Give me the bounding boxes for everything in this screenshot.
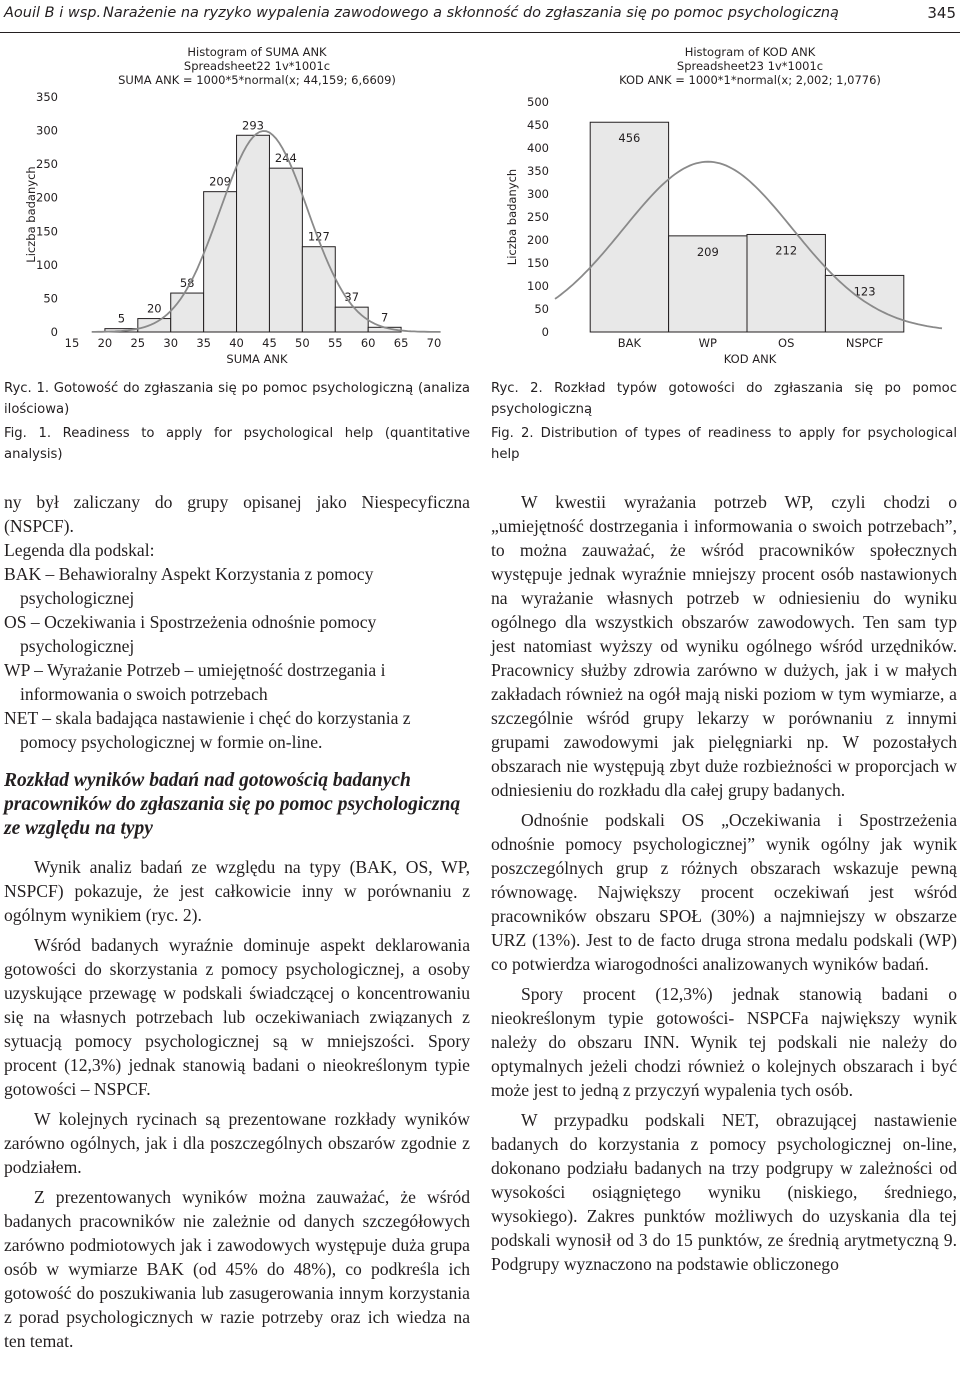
paragraph: W przypadku podskali NET, obrazującej nastawienie badanych do korzystania z pomocy psychologicznej on-line, dokonano podziału badanych na trzy podgrupy w zależności od wysokości osiągniętego wyniku (niskiego, średniego, wysokiego). Zakres punktów możliwych do uzyskania dla tej podskali wynosił od 3 do 15 punktów, ze średnią arytmetyczną 9. Podgrupy wyznaczono na podstawie obliczonego [491, 1110, 957, 1274]
paragraph: Z prezentowanych wyników można zauważać, że wśród badanych pracowników nie zależnie od danych szczegółowych zarówno podmiotowych jak i zawodowych występuje duża grupa osób w wymiarze BAK (od 45% do 48%), co podkreśla ich gotowość do poszukiwania lub zasugerowania innym korzystania z porad psychologicznych w razie potrzeby oraz ich wiedza na ten temat. [4, 1187, 470, 1351]
bar-value-label: 123 [853, 284, 876, 299]
y-tick-label: 450 [527, 118, 549, 132]
chart-histogram-suma-ank [0, 40, 470, 370]
histogram-bar [204, 192, 237, 332]
bar-value-label: 212 [775, 243, 798, 258]
paragraph: W kolejnych rycinach są prezentowane rozkłady wyników zarówno ogólnych, jak i dla poszczególnych obszarów zgodnie z podziałem. [4, 1109, 470, 1177]
x-axis-label: KOD ANK [723, 352, 777, 366]
bar-value-label: 58 [179, 276, 195, 291]
y-tick-label: 500 [527, 95, 549, 109]
x-tick-label: 15 [64, 336, 80, 350]
right-column [491, 490, 957, 1276]
bar-value-label: 7 [380, 310, 389, 325]
chart-subtitle: Spreadsheet22 1v*1001c [183, 59, 331, 73]
legend-item-bak: BAK – Behawioralny Aspekt Korzystania z pomocy psychologicznej [4, 564, 374, 608]
y-tick-label: 400 [527, 141, 549, 155]
bar-value-label: 5 [117, 311, 126, 326]
y-tick-label: 350 [36, 90, 58, 104]
histogram-bar [269, 168, 302, 332]
bar-value-label: 209 [209, 174, 232, 189]
x-tick-label: 35 [196, 336, 211, 350]
paragraph: W kwestii wyrażania potrzeb WP, czyli chodzi o „umiejętność dostrzegania i informowania o swoich potrzebach”, to można zauważać, że wśród pracowników społecznych występuje jednak wyraźnie mniejszy procent osób nastawionych na wyrażanie własnych potrzeb w odniesieniu do wyniku ogólnego dla wszystkich obszarów zawodowych. Ten sam typ jest natomiast wyższy od wyniku ogólnego wśród urzędników. Pracownicy służby zdrowia zarówno w dużych, jak i w małych zakładach również na ogół mają niski poziom w tym wymiarze, a szczególnie wśród grupy lekarzy w porównaniu z innymi grupami zawodowymi jak pielęgniarki np. W pozostałych obszarach nie występują zbyt duże rozbieżności w proporcjach w odniesieniu do rozkładu dla całej grupy badanych. [491, 492, 957, 800]
y-tick-label: 150 [527, 256, 549, 270]
y-axis-label: Liczba badanych [505, 168, 519, 266]
figure-2-caption-pl: Ryc. 2. Rozkład typów gotowości do zgłaszania się po pomoc psychologiczną [491, 381, 957, 417]
histogram-bar [335, 307, 368, 332]
y-tick-label: 300 [36, 123, 58, 138]
x-tick-label: WP [698, 336, 717, 350]
x-tick-label: 45 [262, 336, 277, 350]
bar-value-label: 209 [696, 244, 719, 259]
x-tick-label: 40 [229, 336, 244, 350]
paragraph: Wśród badanych wyraźnie dominuje aspekt deklarowania gotowości do skorzystania z pomocy psychologicznej, a osoby uzyskujące przewagę w podskali świadczącej o koncentrowaniu się na własnych potrzebach lub oczekiwaniach związanych z sytuacją pomocy psychologicznej są w mniejszości. Spory procent (12,3%) jednak stanowią badani o nieokreślonym typie gotowości – NSPCF. [4, 935, 470, 1099]
x-tick-label: OS [778, 336, 795, 350]
y-axis-label: Liczba badanych [24, 166, 38, 263]
chart-title: Histogram of SUMA ANK [187, 45, 327, 59]
histogram-bar [171, 293, 204, 332]
histogram-bar [302, 247, 335, 332]
paragraph: Spory procent (12,3%) jednak stanowią badani o nieokreślonym typie gotowości- NSPCFa największy wynik należy do obszaru INN. Wynik tej podskali nie należy do optymalnych jeżeli chodzi również o kolejnych obszarach i być może jest to jedną z przyczyń wypalenia tych osób. [491, 984, 957, 1100]
y-tick-label: 200 [527, 233, 549, 247]
x-axis-label: SUMA ANK [226, 352, 288, 366]
page-number: 345 [927, 4, 956, 22]
x-tick-label: 55 [327, 336, 343, 350]
y-tick-label: 100 [527, 279, 549, 293]
legend-item-net: NET – skala badająca nastawienie i chęć do korzystania z pomocy psychologicznej w formie on-line. [4, 708, 411, 752]
bar-value-label: 37 [344, 290, 360, 305]
y-tick-label: 150 [36, 224, 58, 239]
x-tick-label: NSPCF [845, 336, 884, 350]
y-tick-label: 0 [50, 325, 58, 339]
x-tick-label: 60 [360, 336, 376, 350]
x-tick-label: 50 [295, 336, 310, 350]
x-tick-label: 25 [130, 336, 146, 350]
chart-subtitle: KOD ANK = 1000*1*normal(x; 2,002; 1,0776) [619, 73, 881, 87]
y-tick-label: 250 [527, 210, 549, 224]
x-tick-label: 65 [393, 336, 409, 350]
header-title: Narażenie na ryzyko wypalenia zawodowego a skłonność do zgłaszania się po pomoc psychologiczną [103, 5, 839, 21]
y-tick-label: 200 [36, 190, 58, 205]
y-tick-label: 300 [527, 187, 549, 201]
x-tick-label: 20 [97, 336, 113, 350]
paragraph: Odnośnie podskali OS „Oczekiwania i Spostrzeżenia odnośnie pomocy psychologicznej” wynik ogólny jak wynik poszczególnych grup z różnych obszarach wskazuje pewną równowagę. Największy procent oczekiwań jest wśród pracowników obszaru SPOŁ (30%) a najmniejszy w obszarze URZ (13%). Jest to de facto druga strona medalu podskali (WP) co potwierdza wiarogodności analizowanych wyników badań. [491, 810, 957, 974]
chart-subtitle: SUMA ANK = 1000*5*normal(x; 44,159; 6,6609) [118, 73, 396, 87]
section-heading: Rozkład wyników badań nad gotowością badanych pracowników do zgłaszania się po pomoc psychologiczną ze względu na typy [4, 770, 461, 839]
y-tick-label: 0 [541, 325, 549, 339]
y-tick-label: 50 [43, 291, 58, 306]
y-tick-label: 350 [527, 164, 549, 178]
x-tick-label: 30 [163, 336, 179, 350]
left-column [4, 490, 470, 1353]
paragraph-continued: ny był zaliczany do grupy opisanej jako Niespecyficzna (NSPCF). [4, 492, 470, 536]
bar-value-label: 293 [242, 118, 264, 133]
legend-item-wp: WP – Wyrażanie Potrzeb – umiejętność dostrzegania i informowania o swoich potrzebach [4, 660, 386, 704]
x-tick-label: 70 [426, 336, 442, 350]
paragraph: Wynik analiz badań ze względu na typy (BAK, OS, WP, NSPCF) pokazuje, że jest całkowicie inny w porównaniu z ogólnym wynikiem (ryc. 2). [4, 857, 470, 925]
figure-2-caption-en: Fig. 2. Distribution of types of readiness to apply for psychological help [491, 426, 957, 462]
figure-1-caption-pl: Ryc. 1. Gotowość do zgłaszania się po pomoc psychologiczną (analiza ilościowa) [4, 381, 470, 417]
y-tick-label: 250 [36, 157, 58, 172]
chart-subtitle: Spreadsheet23 1v*1001c [676, 59, 824, 73]
histogram-bar [590, 122, 668, 332]
legend-title: Legenda dla podskal: [4, 540, 155, 560]
running-header [0, 0, 960, 33]
figure-1-caption-en: Fig. 1. Readiness to apply for psychological help (quantitative analysis) [4, 426, 470, 462]
x-tick-label: BAK [617, 336, 642, 350]
y-tick-label: 100 [36, 257, 58, 272]
chart-title: Histogram of KOD ANK [684, 45, 816, 59]
legend-item-os: OS – Oczekiwania i Spostrzeżenia odnośnie pomocy psychologicznej [4, 612, 377, 656]
chart-histogram-kod-ank [488, 40, 960, 370]
histogram-bar [237, 135, 270, 332]
bar-value-label: 456 [618, 131, 641, 146]
bar-value-label: 127 [307, 229, 330, 244]
y-tick-label: 50 [534, 302, 549, 316]
bar-value-label: 244 [274, 151, 297, 166]
header-authors: Aouil B i wsp. [4, 5, 102, 21]
histogram-bar [138, 319, 171, 332]
bar-value-label: 20 [146, 301, 162, 316]
